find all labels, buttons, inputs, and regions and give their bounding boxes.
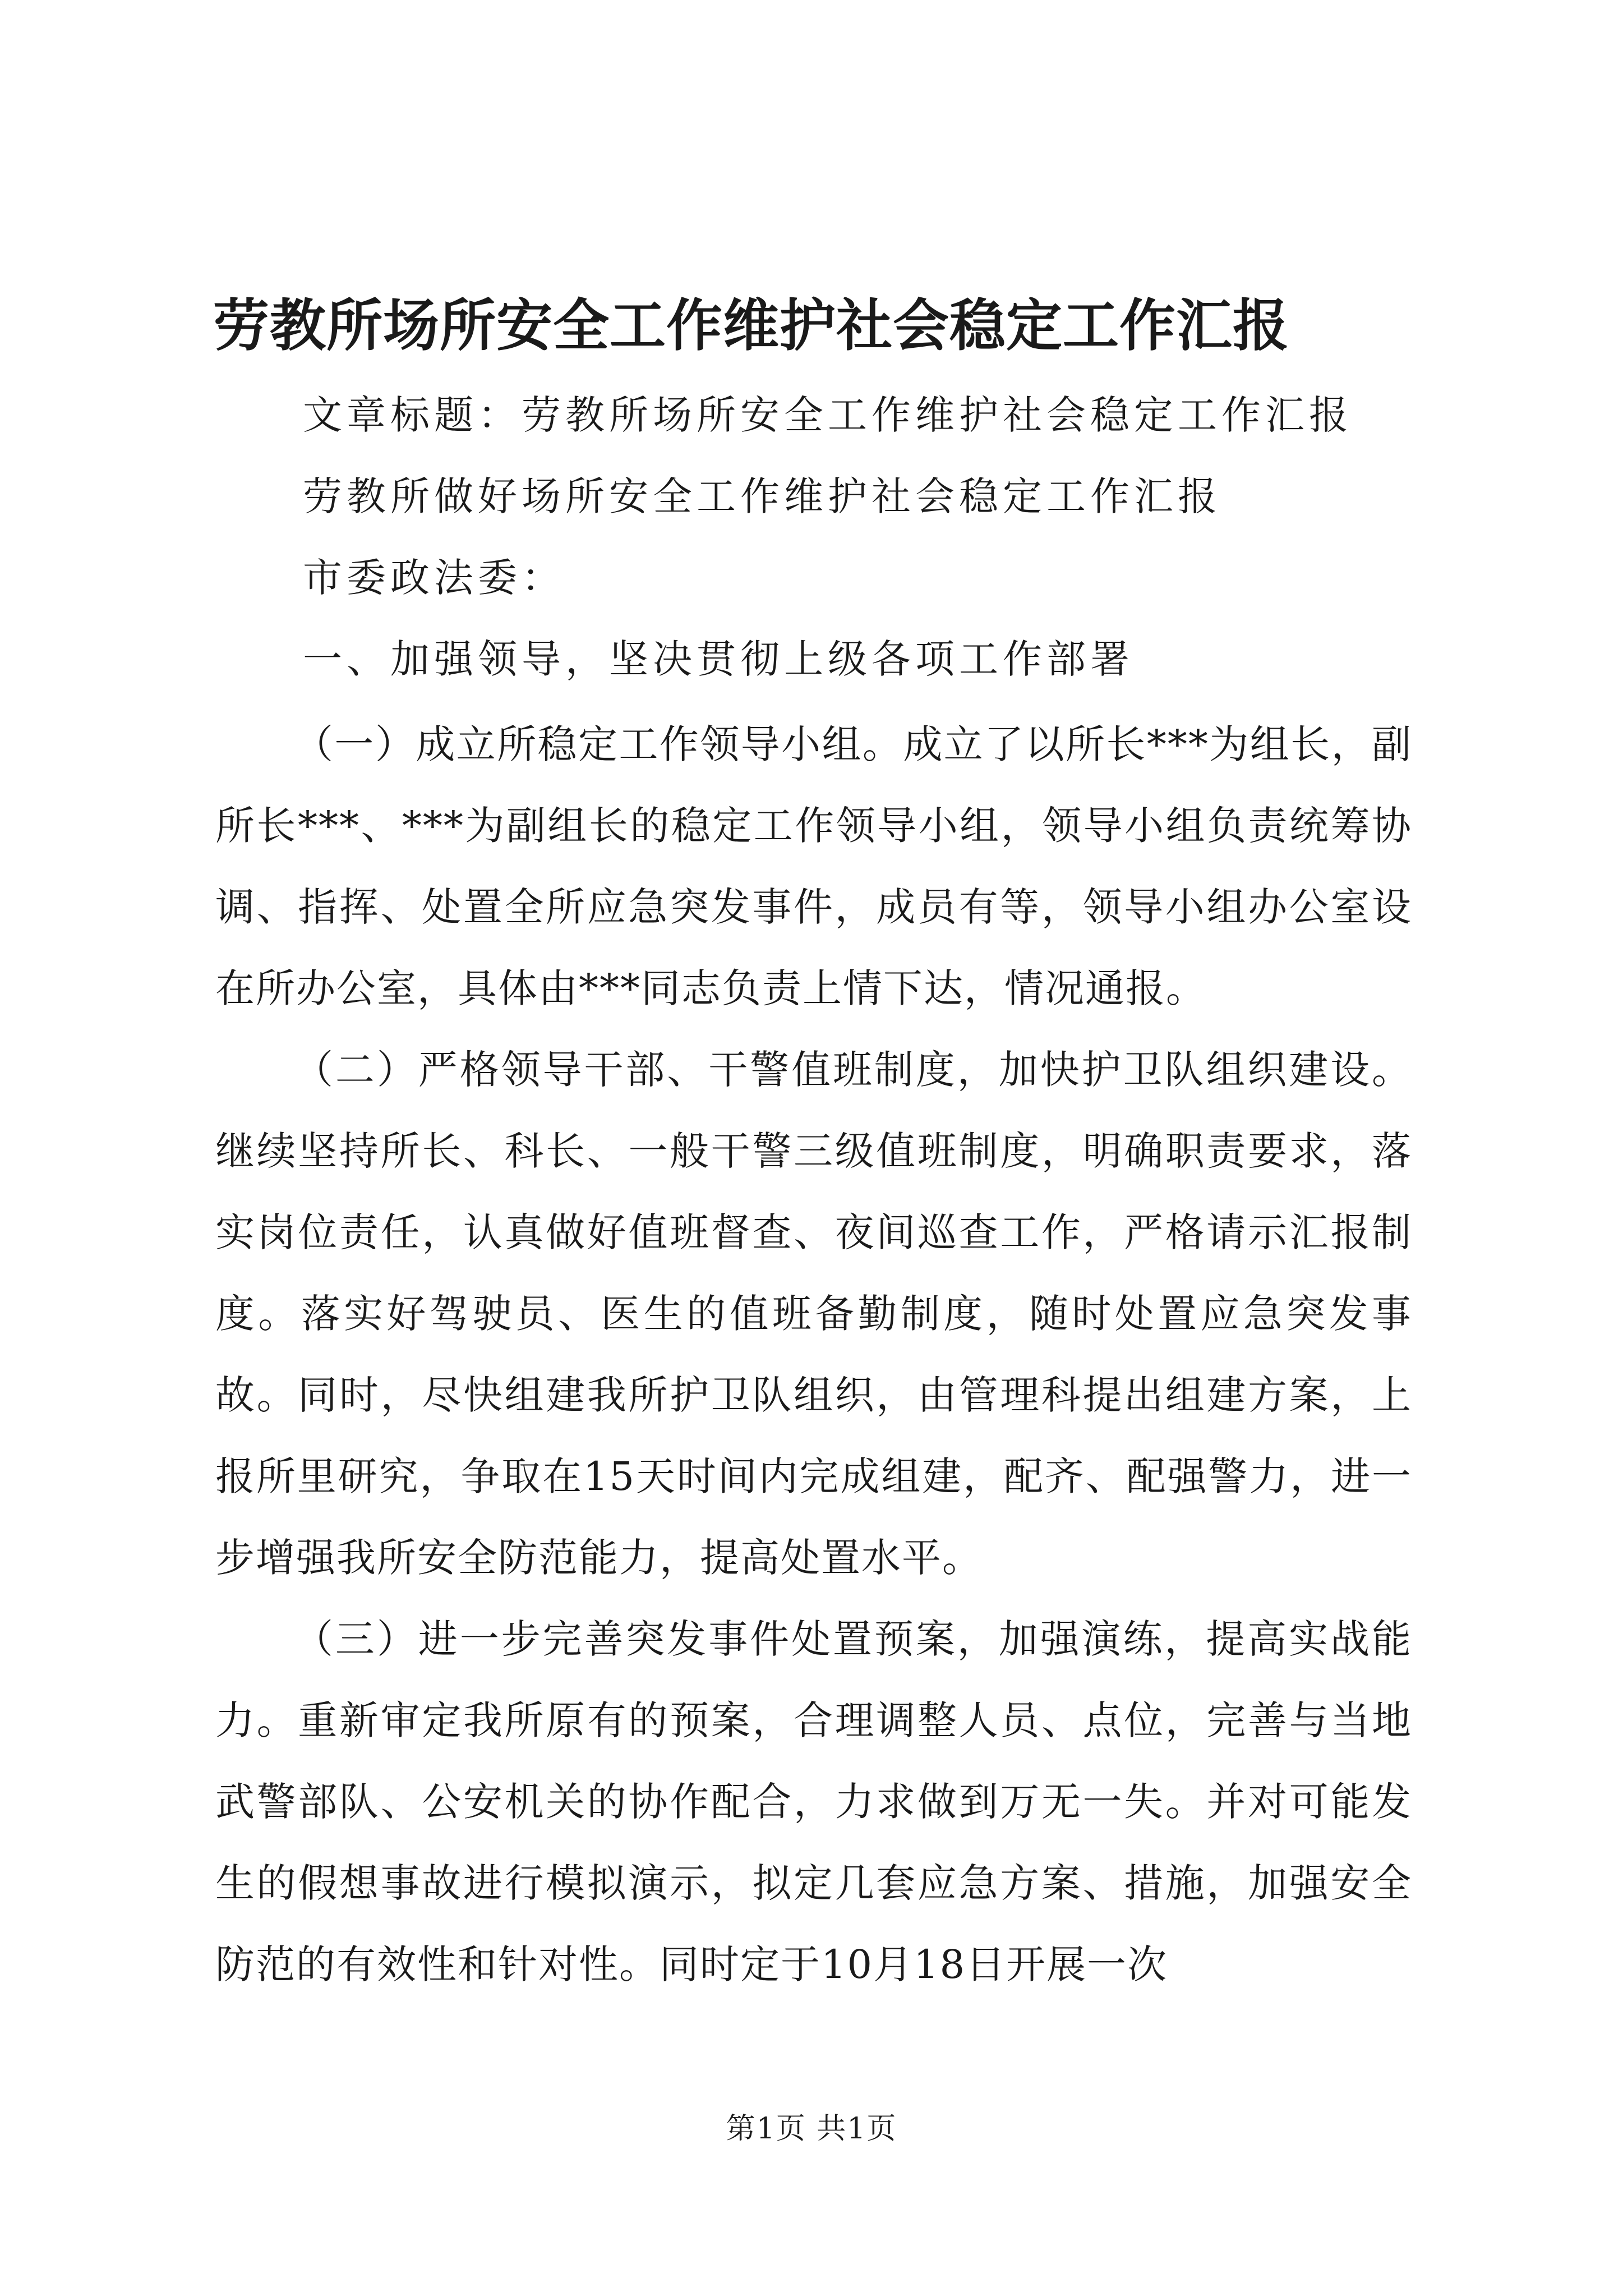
page-number-footer: 第1页 共1页 xyxy=(726,2112,897,2146)
section-heading: 一、加强领导，坚决贯彻上级各项工作部署 xyxy=(303,636,1134,682)
body-paragraph: （一）成立所稳定工作领导小组。成立了以所长***为组长，副所长***、***为副组长的稳定工作领导小组，领导小组负责统筹协调、指挥、处置全所应急突发事件，成员有等，领导小组办公室设在所办公室，具体由***同志负责上情下达，情况通报。 xyxy=(215,721,1412,1011)
document-title: 劳教所场所安全工作维护社会稳定工作汇报 xyxy=(213,292,1289,358)
document-subtitle: 劳教所做好场所安全工作维护社会稳定工作汇报 xyxy=(303,473,1221,519)
salutation: 市委政法委： xyxy=(303,555,565,601)
article-title-line: 文章标题：劳教所场所安全工作维护社会稳定工作汇报 xyxy=(303,392,1353,438)
body-paragraph: （二）严格领导干部、干警值班制度，加快护卫队组织建设。继续坚持所长、科长、一般干警三级值班制度，明确职责要求，落实岗位责任，认真做好值班督查、夜间巡查工作，严格请示汇报制度。落实好驾驶员、医生的值班备勤制度，随时处置应急突发事故。同时，尽快组建我所护卫队组织，由管理科提出组建方案，上报所里研究，争取在15天时间内完成组建，配齐、配强警力，进一步增强我所安全防范能力，提高处置水平。 xyxy=(215,1047,1412,1581)
body-paragraph: （三）进一步完善突发事件处置预案，加强演练，提高实战能力。重新审定我所原有的预案，合理调整人员、点位，完善与当地武警部队、公安机关的协作配合，力求做到万无一失。并对可能发生的假想事故进行模拟演示，拟定几套应急方案、措施，加强安全防范的有效性和针对性。同时定于10月18日开展一次 xyxy=(215,1616,1412,1987)
